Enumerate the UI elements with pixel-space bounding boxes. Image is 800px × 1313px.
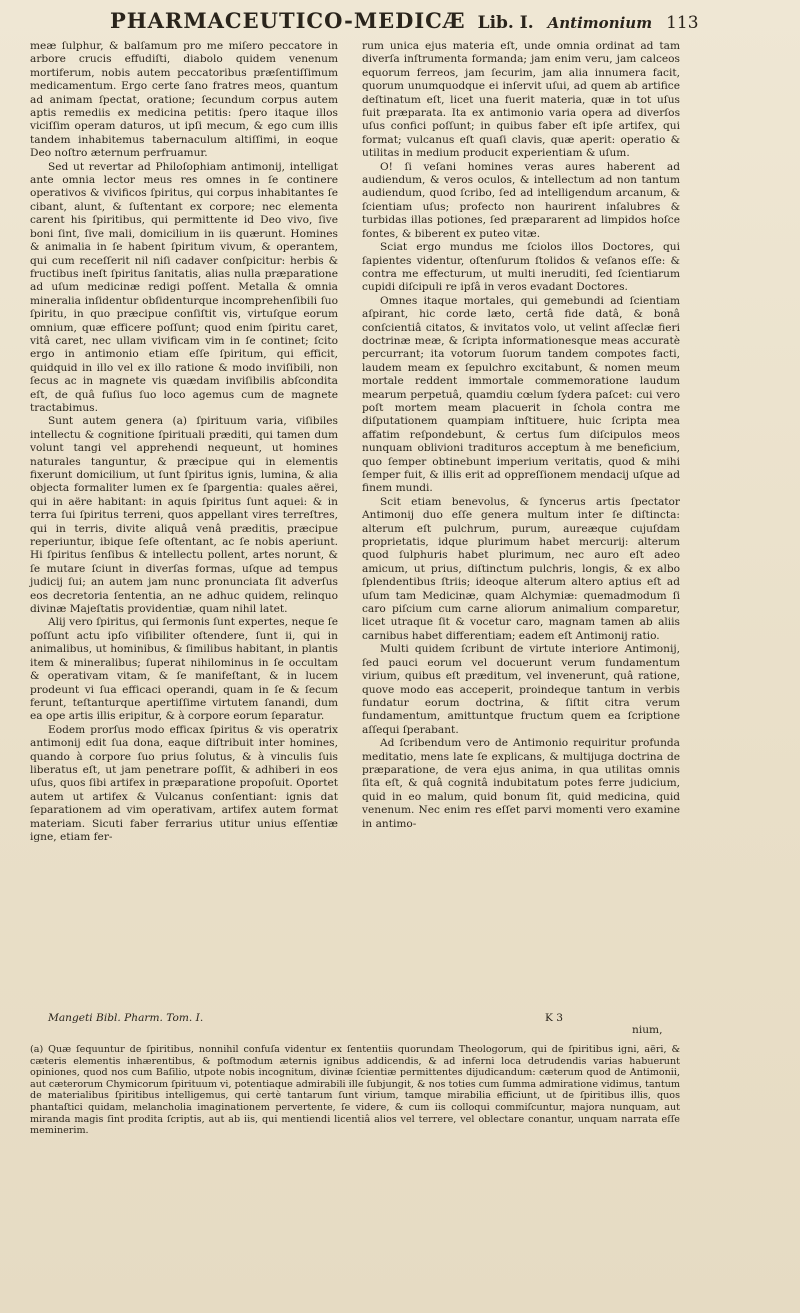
paragraph: Eodem prorſus modo efficax ſpiritus & vis operatrix antimonij edit ſua dona, eaque diſtribuit inter homines, quando à corpore ſuo prius ſolutus, & à vinculis ſuis liberatus eſt, ut jam penetrare poſſit, & adhiberi in eos uſus, quos ſibi artifex in præparatione propoſuit. Oportet autem ut artifex & Vulcanus conſentiant: ignis dat ſeparationem ad vim operativam, artifex autem format materiam. Sicuti faber ferrarius utitur unius eſſentiæ igne, etiam fer- bbox=[30, 723, 338, 843]
paragraph: Alij vero ſpiritus, qui ſermonis ſunt expertes, neque ſe poſſunt actu ipſo viſibiliter oſtendere, ſunt ii, qui in animalibus, ut hominibus, & ſimilibus habitant, in plantis item & mineralibus; ſuperat nihilominus in ſe occultam & operativam vitam, & ſe manifeſtant, & in lucem prodeunt vi ſua efficaci operandi, quam in ſe & ſecum ferunt, teſtanturque apertiſſime virtutem ſanandi, dum ea ope artis illis eripitur, & à corpore eorum ſeparatur. bbox=[30, 616, 338, 723]
paragraph: O! ſi veſani homines veras aures haberent ad audiendum, & veros oculos, & intellectum ad non tantum audiendum, quod ſcribo, ſed ad intelligendum arcanum, & ſcientiam uſus; profecto non haurirent inſalubres & turbidas illas potiones, ſed præpararent ad limpidos hoſce fontes, & biberent ex puteo vitæ. bbox=[362, 160, 680, 240]
paragraph: meæ ſulphur, & balſamum pro me miſero peccatore in arbore crucis effudiſti, diabolo quidem venenum mortiferum, nobis autem peccatoribus præſentiſſimum medicamentum. Ergo certe ſano fratres meos, quantum ad animam ſpectat, oratione; ſecundum corpus autem aptis remediis ex medicina petitis: ſpero itaque illos viciſſim operam daturos, ut ipſi mecum, & ego cum illis tandem inhabitemus tabernaculum altiſſimi, in eoque Deo noſtro æternum perfruamur. bbox=[30, 40, 338, 160]
paragraph: Ad ſcribendum vero de Antimonio requiritur profunda meditatio, mens late ſe explicans, & multijuga doctrina de præparatione, de vera ejus anima, in qua utilitas omnis ſita eſt, & quâ cognitâ indubitatum potes ferre judicium, quid in eo malum, quid bonum ſit, quid medicina, quid venenum. Nec enim res eſſet parvi momenti vero examine in antimo- bbox=[362, 737, 680, 830]
catchword: nium, bbox=[632, 1024, 663, 1036]
paragraph: Scit etiam benevolus, & ſyncerus artis ſpectator Antimonij duo eſſe genera multum inter ſe diſtincta: alterum eſt pulchrum, purum, aureæque cujuſdam proprietatis, idque plurimum habet mercurij: alterum quod ſulphuris habet plurimum, nec auro eſt adeo amicum, ut prius, diſtinctum pulchris, longis, & ex albo ſplendentibus ſtriis; ideoque alterum altero aptius eſt ad uſum tam Medicinæ, quam Alchymiæ: quemadmodum ſi caro piſcium cum carne aliorum animalium comparetur, licet utraque ſit & vocetur caro, magnam tamen ab aliis carnibus habet differentiam; eadem eſt Antimonij ratio. bbox=[362, 495, 680, 642]
paragraph: Multi quidem ſcribunt de virtute interiore Antimonij, ſed pauci eorum vel docuerunt verum fundamentum virium, quibus eſt præditum, vel invenerunt, quâ ratione, quove modo eas acceperit, proindeque tantum in verbis fundatur eorum doctrina, & ſiſtit citra verum fundamentum, amittuntque fructum quem ea ſcriptione aſſequi ſperabant. bbox=[362, 643, 680, 736]
header-title: PHARMACEUTICO-MEDICÆ bbox=[110, 8, 466, 33]
header-topic: Antimonium bbox=[547, 14, 653, 32]
header-book-number: Lib. I. bbox=[477, 13, 534, 33]
running-header bbox=[110, 8, 800, 42]
paragraph: Sed ut revertar ad Philoſophiam antimonij, intelligat ante omnia lector meus res omnes in ſe continere operativos & vivificos ſpiritus, qui corpus inhabitantes ſe cibant, alunt, & ſuſtentant ex corpore; nec elementa carent his ſpiritibus, qui permittente id Deo vivo, ſive boni ſint, ſive mali, domicilium in iis quærunt. Homines & animalia in ſe habent ſpiritum vivum, & operantem, qui cum receſſerit nil niſi cadaver conſpicitur: herbis & fructibus ineſt ſpiritus ſanitatis, alias nulla præparatione ad uſum medicinæ redigi poſſent. Metalla & omnia mineralia inſidentur obſidenturque incomprehenſibili ſuo ſpiritu, in quo præcipue conſiſtit vis, virtuſque eorum omnium, quæ efficere poſſunt; quod enim ſpiritu caret, vitâ caret, nec ullam vivificam vim in ſe continet; ſcito ergo in antimonio etiam eſſe ſpiritum, qui efficit, quidquid in illo vel ex illo ratione & modo inviſibili, non ſecus ac in magnete vis quædam inviſibilis abſcondita eſt, de quâ fuſius ſuo loco agemus cum de magnete tractabimus. bbox=[30, 160, 338, 414]
signature-mark: K 3 bbox=[545, 1012, 564, 1024]
paragraph: Omnes itaque mortales, qui gemebundi ad ſcientiam aſpirant, hic corde læto, certâ fide datâ, & bonâ conſcientiâ citatos, & invitatos volo, ut velint aſſeclæ fieri doctrinæ meæ, & ſcripta informationesque meas accuratè percurrant; ita votorum ſuorum tandem compotes facti, laudem meam ex ſepulchro excitabunt, & nomen meum mortale reddent immortale commemoratione laudum mearum perpetuâ, quamdiu cœlum ſydera paſcet: cui vero poſt mortem meam placuerit in ſchola contra me diſputationem quampiam inſtituere, huic ſcripta mea affatim reſpondebunt, & certus ſum diſcipulos meos nunquam oblivioni tradituros acceptum à me beneficium, quo ſemper obtinebunt imperium veritatis, quod & mihi ſemper fuit, & illis erit ad oppreſſionem mendacij uſque ad finem mundi. bbox=[362, 294, 680, 495]
paragraph: Sunt autem genera (a) ſpirituum varia, viſibiles intellectu & cognitione ſpirituali præditi, qui tamen dum volunt tangi vel apprehendi nequeunt, ut homines naturales tanguntur, & præcipue qui in elementis fixerunt domicilium, ut ſunt ſpiritus ignis, lumina, & alia objecta formaliter lumen ex ſe ſpargentia: quales aërei, qui in aëre habitant: in aquis ſpiritus ſunt aquei: & in terra ſui ſpiritus terreni, quos appellant vires terreſtres, qui in terris, divite aliquâ venâ præditis, præcipue reperiuntur, ibique ſeſe oſtentant, ac ſe nobis aperiunt. Hi ſpiritus ſenſibus & intellectu pollent, artes norunt, & ſe mutare ſciunt in diverſas formas, uſque ad tempus judicij ſui; an autem jam nunc pronunciata ſit adverſus eos decretoria ſententia, an ne adhuc quidem, relinquo divinæ Majeſtatis providentiæ, quam nihil latet. bbox=[30, 415, 338, 616]
paragraph: Sciat ergo mundus me ſciolos illos Doctores, qui ſapientes videntur, oſtenſurum ſtolidos & veſanos eſſe: & contra me effecturum, ut multi ineruditi, ſed ſcientiarum cupidi diſcipuli re ipſâ in veros evadant Doctores. bbox=[362, 241, 680, 294]
right-column bbox=[362, 40, 680, 1052]
footnote bbox=[30, 1044, 680, 1137]
footnote-text: (a) Quæ ſequuntur de ſpiritibus, nonnihil confuſa videntur ex ſententiis quorundam Theologorum, qui de ſpiritibus igni, aëri, & cæteris elementis inhærentibus, & poſtmodum æternis ignibus addicendis, & ad inferni loca detrudendis varias habuerunt opiniones, quod nos cum Baſilio, utpote nobis incognitum, divinæ ſcientiæ permittentes dijudicandum: cæterum quod de Antimonii, aut cæterorum Chymicorum ſpirituum vi, potentiaque admirabili ille ſubjungit, & nos toties cum ſumma admiratione vidimus, tantum de materialibus ſpiritibus intelligemus, qui certè tantarum ſunt virium, tamque mirabilia efficiunt, ut de ſpiritibus illis, quos phantaſtici quidam, melancholia imaginationem pervertente, ſe videre, & cum iis colloqui commiſcuntur, majora nunquam, aut miranda magis ſint prodita ſcriptis, aut ab iis, qui mentiendi licentiâ alios vel terrere, vel oblectare conantur, unquam narrata eſſe meminerim. bbox=[30, 1044, 680, 1137]
paragraph: rum unica ejus materia eſt, unde omnia ordinat ad tam diverſa inſtrumenta formanda; jam enim veru, jam calceos equorum ferreos, jam ſecurim, jam alia innumera facit, quorum unumquodque ei inſervit uſui, ad quem ab artifice deſtinatum eſt, licet una fuerit materia, quæ in tot uſus fuit præparata. Ita ex antimonio varia opera ad diverſos uſus confici poſſunt; in quibus faber eſt ipſe artifex, qui format; vulcanus eſt quaſi clavis, quæ aperit: operatio & utilitas in medium producit experientiam & uſum. bbox=[362, 40, 680, 160]
bibliographic-footer: Mangeti Bibl. Pharm. Tom. I. bbox=[48, 1012, 204, 1024]
page-number: 113 bbox=[666, 13, 699, 33]
left-column bbox=[30, 40, 338, 1052]
